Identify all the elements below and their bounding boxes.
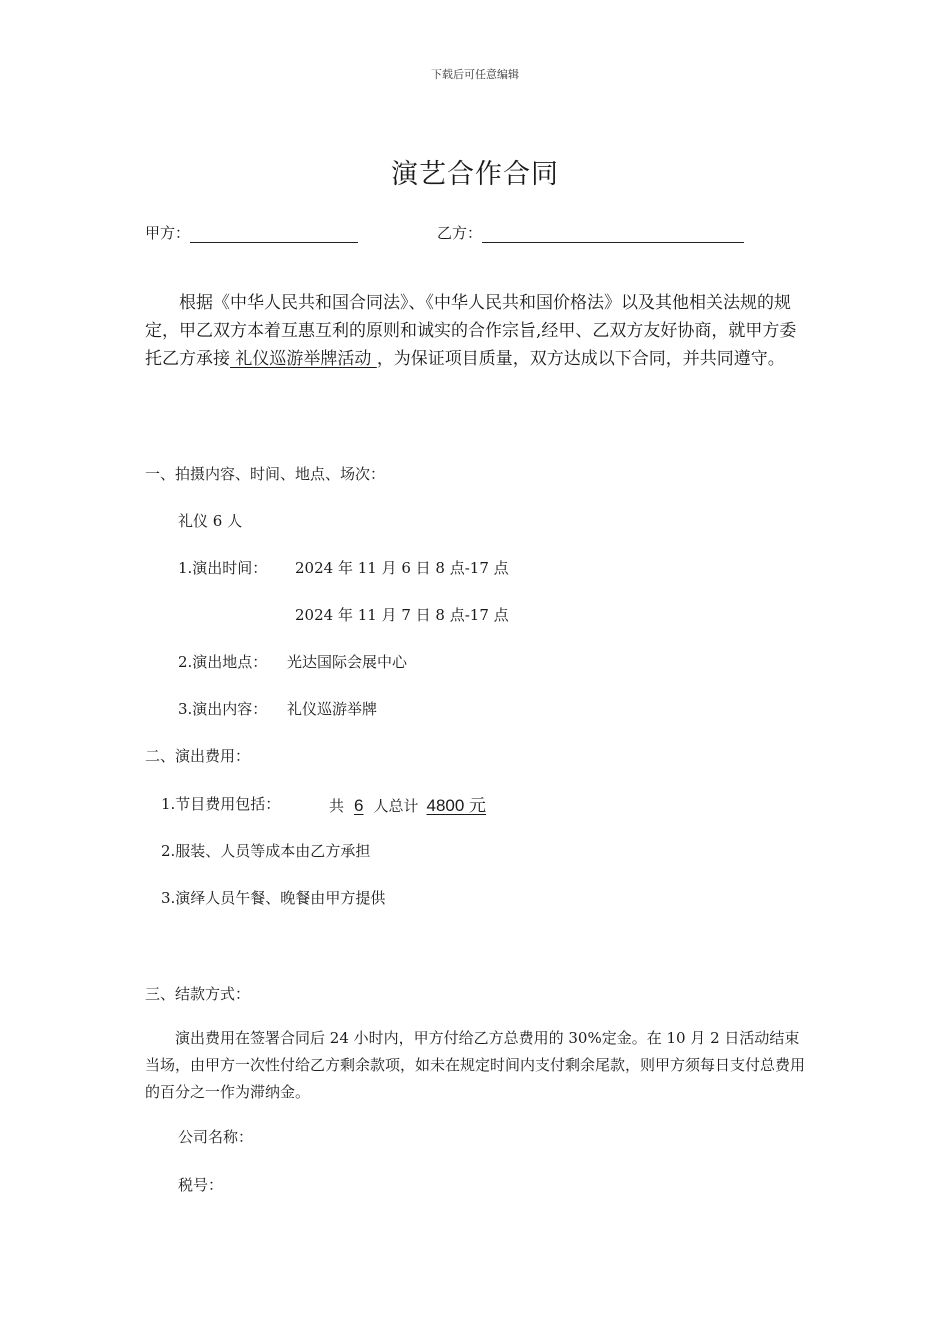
- section2-heading: 二、演出费用：: [145, 747, 251, 765]
- section1-place-label: 2.演出地点：: [178, 653, 268, 671]
- section1-time-label: 1.演出时间：: [178, 559, 268, 577]
- section2-meal-note: 3.演绎人员午餐、晚餐由甲方提供: [161, 889, 386, 907]
- party-b-label: 乙方：: [437, 224, 483, 242]
- party-a-blank[interactable]: [190, 226, 358, 243]
- section2-fee-label: 1.节目费用包括：: [161, 795, 281, 813]
- party-a: [145, 222, 358, 243]
- section1-content-label: 3.演出内容：: [178, 700, 268, 718]
- section1-place: 光达国际会展中心: [287, 653, 408, 671]
- section1-content: 礼仪巡游举牌: [287, 700, 378, 718]
- intro-paragraph: [145, 289, 811, 373]
- fee-pre: 共: [329, 797, 345, 815]
- section3-text: 演出费用在签署合同后 24 小时内，甲方付给乙方总费用的 30%定金。在 10 月 2 日活动结束当场，由甲方一次性付给乙方剩余款项，如未在规定时间内支付剩余尾款，则甲方须每日支付总费用的百分之一作为滞纳金。: [145, 1029, 806, 1101]
- section1-heading: 一、拍摄内容、时间、地点、场次：: [145, 465, 386, 483]
- company-name-label: 公司名称：: [178, 1128, 254, 1146]
- intro-project: 礼仪巡游举牌活动: [230, 349, 377, 369]
- party-a-label: 甲方：: [145, 224, 191, 242]
- intro-text-before: 根据《中华人民共和国合同法》、《中华人民共和国价格法》以及其他相关法规的规定，甲乙双方本着互惠互利的原则和诚实的合作宗旨,经甲、乙双方友好协商，就甲方委托乙方承接: [145, 293, 797, 369]
- party-b-blank[interactable]: [482, 226, 744, 243]
- header-note: 下载后可任意编辑: [431, 68, 519, 81]
- fee-mid: 人总计: [373, 797, 419, 815]
- fee-total: 4800 元: [426, 796, 487, 815]
- section1-time-1: 2024 年 11 月 6 日 8 点-17 点: [295, 559, 509, 577]
- tax-number-label: 税号：: [178, 1176, 224, 1194]
- party-b: [437, 222, 744, 243]
- intro-text-after: ，为保证项目质量，双方达成以下合同，并共同遵守。: [376, 349, 785, 369]
- section2-cost-note: 2.服装、人员等成本由乙方承担: [161, 842, 371, 860]
- section1-staff: 礼仪 6 人: [178, 512, 243, 530]
- contract-title: 演艺合作合同: [391, 159, 559, 190]
- fee-count: 6: [354, 796, 364, 815]
- section2-fee-line: [329, 791, 486, 816]
- section3-heading: 三、结款方式：: [145, 985, 251, 1003]
- section1-time-2: 2024 年 11 月 7 日 8 点-17 点: [295, 606, 509, 624]
